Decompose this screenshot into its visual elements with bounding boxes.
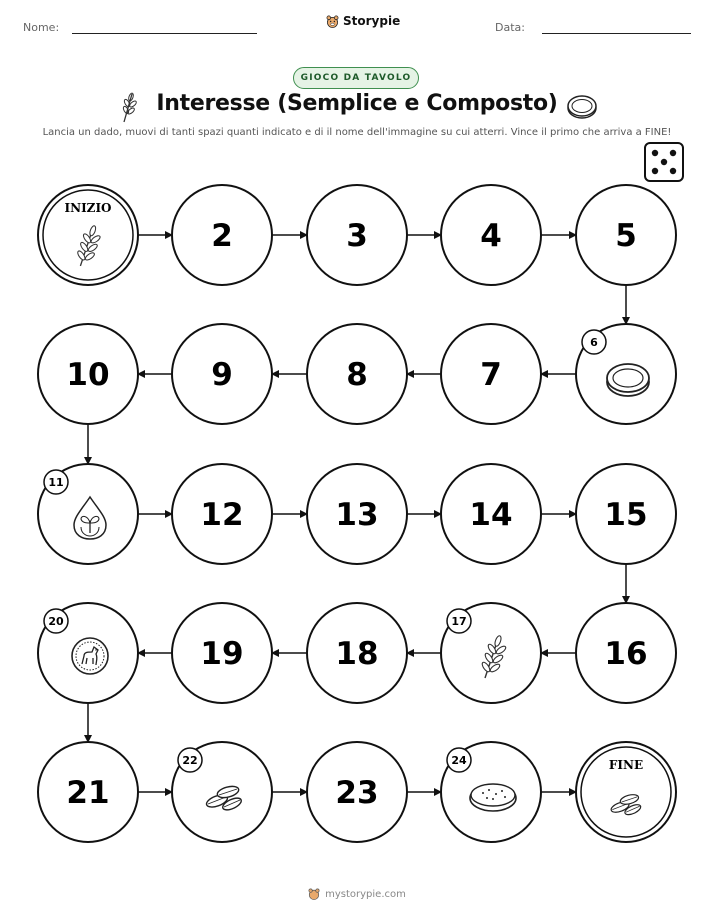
space-number: 9 xyxy=(211,357,233,393)
space-number: 6 xyxy=(590,336,598,349)
finish-space[interactable] xyxy=(576,742,676,842)
board-space-11[interactable] xyxy=(38,464,138,564)
space-number: 7 xyxy=(480,357,502,393)
board-space-10[interactable] xyxy=(38,324,138,424)
board-space-12[interactable] xyxy=(172,464,272,564)
board-space-22[interactable] xyxy=(172,742,272,842)
space-number: 8 xyxy=(346,357,368,393)
board-space-19[interactable] xyxy=(172,603,272,703)
footer-url[interactable]: mystorypie.com xyxy=(325,888,406,900)
space-number: 23 xyxy=(335,775,379,811)
board-space-14[interactable] xyxy=(441,464,541,564)
space-number: 14 xyxy=(469,497,513,533)
board-space-15[interactable] xyxy=(576,464,676,564)
game-type-badge: GIOCO DA TAVOLO xyxy=(293,67,419,89)
space-number: 3 xyxy=(346,218,368,254)
brand-name: Storypie xyxy=(343,14,401,28)
space-number: 15 xyxy=(604,497,648,533)
bear-icon xyxy=(308,888,320,900)
board-space-9[interactable] xyxy=(172,324,272,424)
space-number: 22 xyxy=(182,754,198,767)
date-label: Data: xyxy=(495,21,525,34)
board-space-13[interactable] xyxy=(307,464,407,564)
space-number: 5 xyxy=(615,218,637,254)
space-number: 11 xyxy=(48,476,64,489)
board-space-18[interactable] xyxy=(307,603,407,703)
space-number: 12 xyxy=(200,497,244,533)
board-space-8[interactable] xyxy=(307,324,407,424)
space-number: 24 xyxy=(451,754,467,767)
board-space-3[interactable] xyxy=(307,185,407,285)
space-number: 21 xyxy=(66,775,110,811)
space-number: 2 xyxy=(211,218,233,254)
space-number: 4 xyxy=(480,218,502,254)
space-number: 16 xyxy=(604,636,648,672)
space-number: 20 xyxy=(48,615,64,628)
space-label: FINE xyxy=(608,758,644,772)
space-number: 19 xyxy=(200,636,244,672)
start-space[interactable] xyxy=(38,185,138,285)
board-space-20[interactable] xyxy=(38,603,138,703)
board-space-23[interactable] xyxy=(307,742,407,842)
game-instructions: Lancia un dado, muovi di tanti spazi quanti indicato e di il nome dell'immagine su cui atterri. Vince il primo che arriva a FINE! xyxy=(42,127,672,138)
space-number: 17 xyxy=(451,615,467,628)
board-space-24[interactable] xyxy=(441,742,541,842)
dice-four-icon xyxy=(645,143,683,181)
board-space-16[interactable] xyxy=(576,603,676,703)
board-space-2[interactable] xyxy=(172,185,272,285)
bread-icon xyxy=(470,784,516,811)
board-space-4[interactable] xyxy=(441,185,541,285)
space-circle xyxy=(576,742,676,842)
space-label: INIZIO xyxy=(64,201,112,215)
coin-icon xyxy=(607,364,649,396)
space-number: 10 xyxy=(66,357,110,393)
footer xyxy=(0,888,714,900)
board-space-7[interactable] xyxy=(441,324,541,424)
horse-coin-icon xyxy=(72,638,108,674)
board-space-17[interactable] xyxy=(441,603,541,703)
space-number: 13 xyxy=(335,497,379,533)
space-number: 18 xyxy=(335,636,379,672)
board-space-5[interactable] xyxy=(576,185,676,285)
board-space-21[interactable] xyxy=(38,742,138,842)
name-label: Nome: xyxy=(23,21,60,34)
board-space-6[interactable] xyxy=(576,324,676,424)
page-title: Interesse (Semplice e Composto) xyxy=(156,91,558,116)
board-spaces xyxy=(38,185,676,842)
